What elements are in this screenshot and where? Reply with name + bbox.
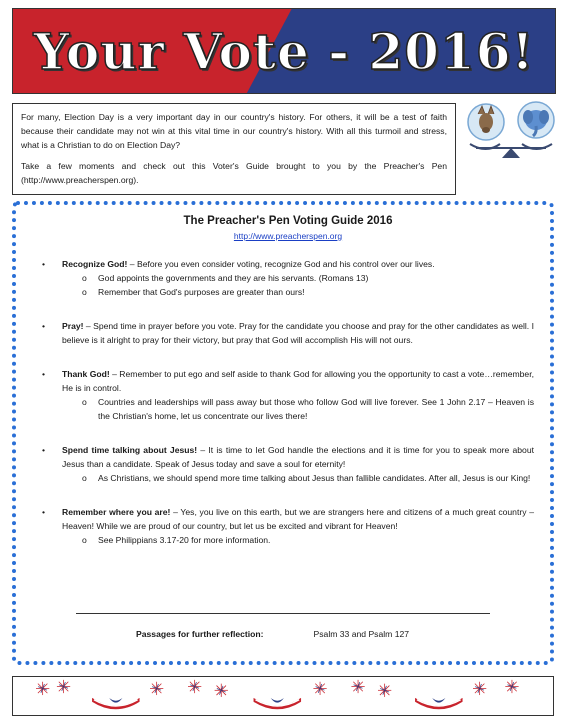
passages-line bbox=[136, 629, 409, 639]
sub-bullet-icon: o bbox=[82, 397, 87, 407]
sub-item bbox=[82, 395, 534, 423]
item-heading: Thank God! bbox=[62, 369, 110, 379]
sub-list bbox=[62, 271, 534, 299]
header-banner bbox=[12, 8, 556, 94]
voting-guide-box bbox=[12, 201, 554, 665]
sub-bullet-icon: o bbox=[82, 287, 87, 297]
item-heading: Recognize God! bbox=[62, 259, 128, 269]
guide-list bbox=[42, 257, 534, 547]
list-item bbox=[42, 367, 534, 423]
sub-bullet-icon: o bbox=[82, 473, 87, 483]
bullet-icon: • bbox=[42, 445, 46, 455]
scale-icon bbox=[470, 144, 552, 158]
passages-value: Psalm 33 and Psalm 127 bbox=[313, 629, 410, 639]
sub-item-text: Remember that God's purposes are greater than ours! bbox=[98, 287, 305, 297]
sub-list bbox=[62, 395, 534, 423]
item-heading: Spend time talking about Jesus! bbox=[62, 445, 198, 455]
sub-item bbox=[82, 271, 534, 285]
item-text: – Spend time in prayer before you vote. Pray for the candidate you choose and pray for the other candidates as well. I believe is it alright to pray for their victory, but pray that God will accomplish His will not ours. bbox=[62, 321, 534, 345]
divider bbox=[76, 613, 490, 614]
list-item bbox=[42, 505, 534, 547]
intro-box bbox=[12, 103, 456, 195]
sub-item bbox=[82, 533, 534, 547]
item-text: – Yes, you live on this earth, but we are strangers here and citizens of a much great country – Heaven! While we are proud of our country, but let us be excited and vibrant for Heaven! bbox=[62, 507, 534, 531]
sub-item-text: As Christians, we should spend more time talking about Jesus than fallible candidates. After all, Jesus is our King! bbox=[98, 473, 531, 483]
bullet-icon: • bbox=[42, 507, 46, 517]
intro-paragraph-1: For many, Election Day is a very important day in our country's history. For others, it will be a test of faith because their candidate may not win at this vital time in our country's history. With all this turmoil and stress, what is a Christian to do on Election Day? bbox=[21, 112, 447, 150]
sub-item bbox=[82, 471, 534, 485]
sub-bullet-icon: o bbox=[82, 273, 87, 283]
sub-item-text: Countries and leaderships will pass away but those who follow God will live forever. See 1 John 2.17 – Heaven is the Christian's home, let us concentrate our lives there! bbox=[98, 397, 534, 421]
footer-decoration bbox=[12, 676, 554, 716]
party-mascots-graphic bbox=[466, 100, 556, 160]
intro-paragraph-2: Take a few moments and check out this Voter's Guide brought to you by the Preacher's Pen (http://www.preacherspen.org). bbox=[21, 161, 447, 185]
sub-item bbox=[82, 285, 534, 299]
item-text: – Remember to put ego and self aside to thank God for allowing you the opportunity to cast a vote…remember, He is in control. bbox=[62, 369, 534, 393]
bullet-icon: • bbox=[42, 369, 46, 379]
item-heading: Remember where you are! bbox=[62, 507, 171, 517]
passages-label: Passages for further reflection: bbox=[136, 629, 264, 639]
item-heading: Pray! bbox=[62, 321, 84, 331]
page-title: Your Vote - 2016! bbox=[33, 21, 535, 81]
sub-item-text: See Philippians 3.17-20 for more information. bbox=[98, 535, 271, 545]
guide-link[interactable]: http://www.preacherspen.org bbox=[233, 231, 343, 241]
item-text: – It is time to let God handle the elections and it is time for you to speak more about Jesus than a candidate. Speak of Jesus today and save a soul for eternity! bbox=[62, 445, 534, 469]
sub-list bbox=[62, 533, 534, 547]
flag-bunting-icon bbox=[92, 698, 463, 709]
bullet-icon: • bbox=[42, 259, 46, 269]
bullet-icon: • bbox=[42, 321, 46, 331]
sub-bullet-icon: o bbox=[82, 535, 87, 545]
list-item bbox=[42, 319, 534, 347]
sub-item-text: God appoints the governments and they are his servants. (Romans 13) bbox=[98, 273, 369, 283]
fireworks-icon bbox=[36, 680, 519, 697]
guide-title: The Preacher's Pen Voting Guide 2016 bbox=[183, 215, 393, 227]
elephant-icon bbox=[518, 102, 554, 138]
sub-list bbox=[62, 471, 534, 485]
list-item bbox=[42, 443, 534, 485]
list-item bbox=[42, 257, 534, 299]
item-text: – Before you even consider voting, recognize God and his control over our lives. bbox=[127, 259, 435, 269]
donkey-icon bbox=[468, 104, 504, 140]
